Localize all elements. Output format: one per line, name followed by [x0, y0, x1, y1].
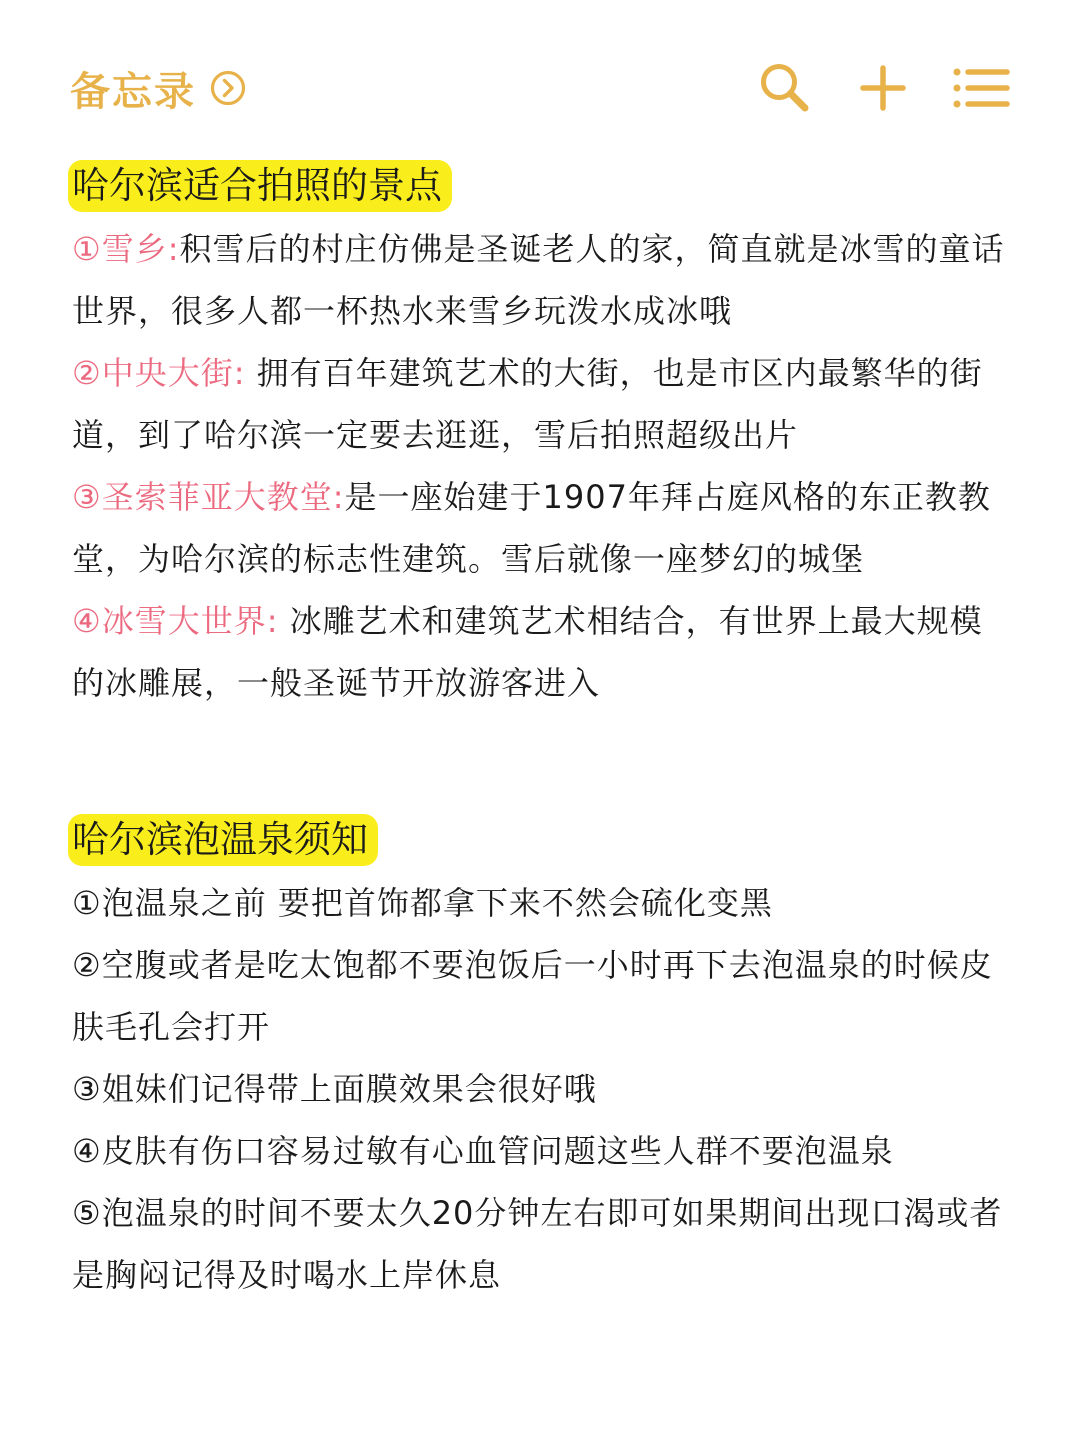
note-content[interactable] [72, 160, 1010, 1306]
item-label: ④冰雪大世界: [72, 602, 279, 640]
item-text: 是一座始建于1907年拜占庭风格的东正教教堂，为哈尔滨的标志性建筑。雪后就像一座梦幻的城堡 [72, 478, 991, 578]
hot-spring-list [72, 872, 1010, 1306]
item-label: ①雪乡: [72, 230, 180, 268]
list-item [72, 466, 1010, 590]
section-hot-spring [72, 814, 1010, 1306]
app-title[interactable]: 备忘录 [70, 68, 196, 115]
header-actions [756, 59, 1010, 117]
search-icon[interactable] [756, 59, 814, 117]
list-item: ③姐妹们记得带上面膜效果会很好哦 [72, 1070, 597, 1108]
photo-spot-list [72, 218, 1010, 714]
item-text: 拥有百年建筑艺术的大街，也是市区内最繁华的街道，到了哈尔滨一定要去逛逛，雪后拍照超级出片 [72, 354, 983, 454]
list-item [72, 590, 1010, 714]
chevron-right-circle-icon[interactable] [210, 70, 246, 106]
item-label: ③圣索菲亚大教堂: [72, 478, 345, 516]
list-item [72, 342, 1010, 466]
list-item: ①泡温泉之前 要把首饰都拿下来不然会硫化变黑 [72, 884, 773, 922]
header-left[interactable] [70, 60, 246, 117]
section-photo-spots [72, 160, 1010, 714]
list-icon[interactable] [952, 59, 1010, 117]
list-item: ⑤泡温泉的时间不要太久20分钟左右即可如果期间出现口渴或者是胸闷记得及时喝水上岸休息 [72, 1194, 1003, 1294]
list-item: ④皮肤有伤口容易过敏有心血管问题这些人群不要泡温泉 [72, 1132, 894, 1170]
list-item: ②空腹或者是吃太饱都不要泡饭后一小时再下去泡温泉的时候皮肤毛孔会打开 [72, 946, 993, 1046]
section-heading-photo-spots: 哈尔滨适合拍照的景点 [68, 160, 452, 212]
item-label: ②中央大街: [72, 354, 246, 392]
list-item [72, 218, 1010, 342]
item-text: 积雪后的村庄仿佛是圣诞老人的家，简直就是冰雪的童话世界，很多人都一杯热水来雪乡玩泼水成冰哦 [72, 230, 1005, 330]
section-heading-hot-spring: 哈尔滨泡温泉须知 [68, 814, 378, 866]
plus-icon[interactable] [854, 59, 912, 117]
header-bar [70, 58, 1010, 118]
item-text: 冰雕艺术和建筑艺术相结合，有世界上最大规模的冰雕展，一般圣诞节开放游客进入 [72, 602, 983, 702]
